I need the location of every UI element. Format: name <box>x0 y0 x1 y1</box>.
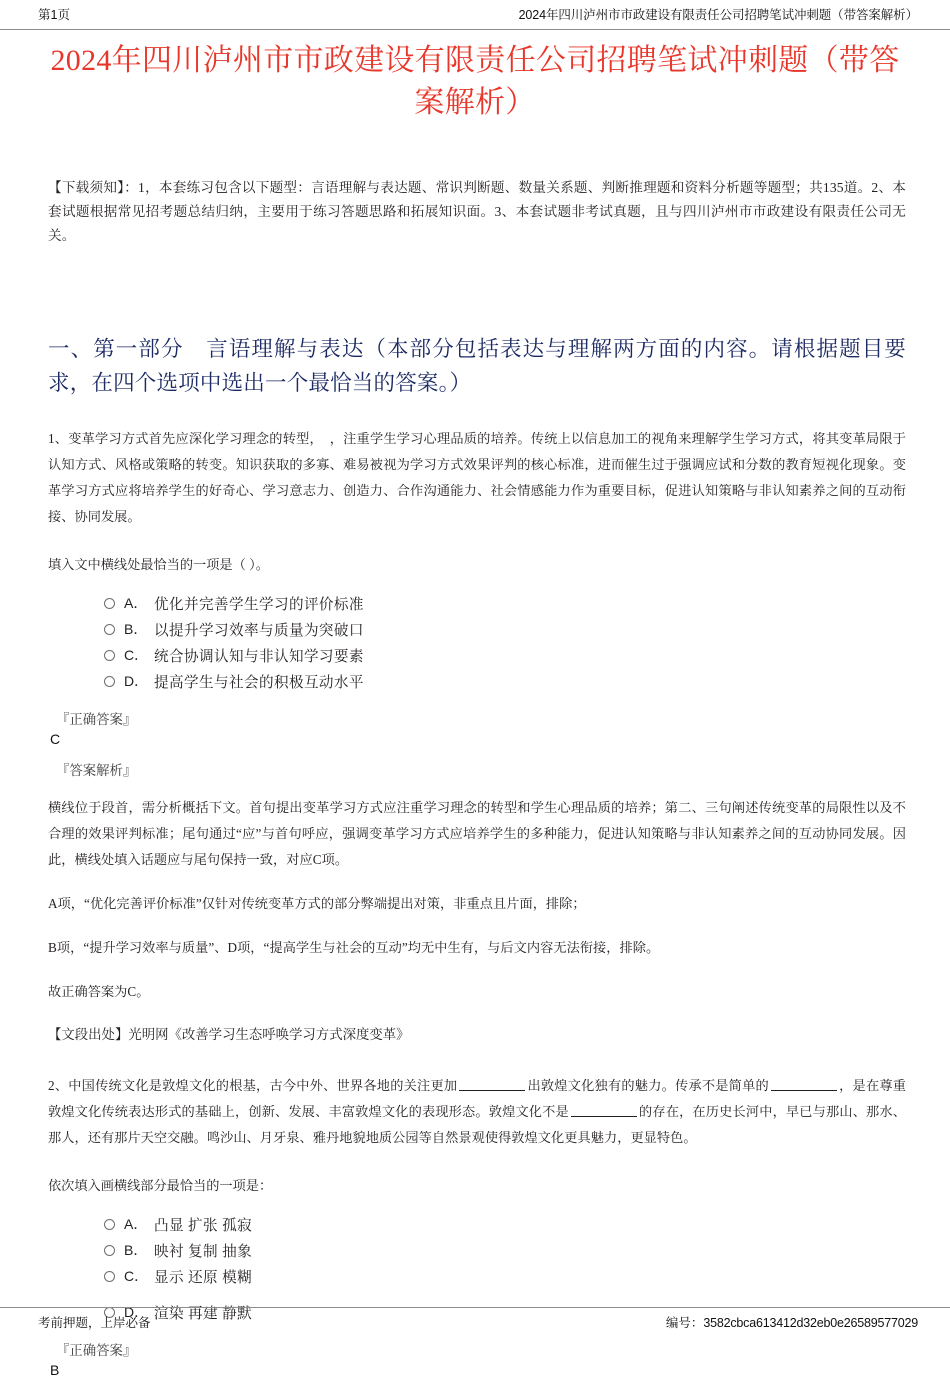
footer-code <box>666 1315 918 1331</box>
footer-code-value: 3582cbca613412d32eb0e26589577029 <box>703 1316 918 1330</box>
radio-button-icon[interactable] <box>104 650 115 661</box>
page-number-label: 第1页 <box>38 8 70 22</box>
option-letter: A． <box>124 595 148 611</box>
section-heading-part-one: 一、第一部分 言语理解与表达（本部分包括表达与理解两方面的内容。请根据题目要求，在四个选项中选出一个最恰当的答案。） <box>48 337 906 395</box>
document-title: 2024年四川泸州市市政建设有限责任公司招聘笔试冲刺题（带答案解析） <box>50 44 900 119</box>
question-2-stem-part: 2、中国传统文化是敦煌文化的根基，古今中外、世界各地的关注更加 <box>48 1078 458 1093</box>
header-running-title: 2024年四川泸州市市政建设有限责任公司招聘笔试冲刺题（带答案解析） <box>518 8 918 22</box>
option-letter: B． <box>124 621 148 637</box>
option-text: 提高学生与社会的积极互动水平 <box>154 674 364 691</box>
option-text: 统合协调认知与非认知学习要素 <box>154 648 364 665</box>
question-2-stem <box>48 1073 906 1151</box>
document-body <box>48 176 906 1380</box>
question-1-stem: 1、变革学习方式首先应深化学习理念的转型， ，注重学生学习心理品质的培养。传统上以信息加工的视角来理解学生学习方式，将其变革局限于认知方式、风格或策略的转变。知识获取的多寡、难易被视为学习方式效果评判的核心标准，进而催生过于强调应试和分数的教育短视化现象。变革学习方式应将培养学生的好奇心、学习意志力、创造力、合作沟通能力、社会情感能力作为重要目标，促进认知策略与非认知素养之间的互动衔接、协同发展。 <box>48 431 906 524</box>
radio-button-icon[interactable] <box>104 1219 115 1230</box>
question-2-answer-label: 『正确答案』 <box>56 1343 137 1358</box>
question-1-options <box>48 590 906 694</box>
download-notice: 【下载须知】：1，本套练习包含以下题型：言语理解与表达题、常识判断题、数量关系题、判断推理题和资料分析题等题型；共135道。2、本套试题根据常见招考题总结归纳，主要用于练习答题思路和拓展知识面。3、本套试题非考试真题，且与四川泸州市市政建设有限责任公司无关。 <box>48 180 906 243</box>
question-1-analysis-paragraph: B项，“提升学习效率与质量”、D项，“提高学生与社会的互动”均无中生有，与后文内容无法衔接，排除。 <box>48 940 660 955</box>
option-row[interactable] <box>104 1237 906 1263</box>
page-footer <box>0 1307 950 1331</box>
question-2-stem-part: 出敦煌文化独有的魅力。传承不是简单的 <box>527 1078 769 1093</box>
question-1-answer-label: 『正确答案』 <box>56 712 137 727</box>
question-1-analysis-paragraph: 故正确答案为C。 <box>48 984 150 999</box>
question-1-answer-value: C <box>50 731 61 747</box>
radio-button-icon[interactable] <box>104 1271 115 1282</box>
radio-button-icon[interactable] <box>104 598 115 609</box>
option-text: 渲染 再建 静默 <box>154 1305 253 1322</box>
fill-blank-underline <box>771 1079 837 1091</box>
question-1-analysis-paragraph: A项，“优化完善评价标准”仅针对传统变革方式的部分弊端提出对策，非重点且片面，排除； <box>48 896 586 911</box>
question-1-source: 【文段出处】光明网《改善学习生态呼唤学习方式深度变革》 <box>48 1027 410 1042</box>
option-text: 优化并完善学生学习的评价标准 <box>154 596 364 613</box>
option-row[interactable] <box>104 590 906 616</box>
question-1-analysis-label: 『答案解析』 <box>56 763 137 778</box>
radio-button-icon[interactable] <box>104 624 115 635</box>
footer-slogan: 考前押题，上岸必备 <box>38 1316 151 1330</box>
footer-code-label: 编号： <box>665 1316 704 1330</box>
option-text: 凸显 扩张 孤寂 <box>154 1217 253 1234</box>
option-row[interactable] <box>104 642 906 668</box>
option-row[interactable] <box>104 616 906 642</box>
question-2-stem-part: 的存在，在历史长河中，早已与那山、那水、那人，还有那片天空交融。鸣沙山、月牙泉、雅丹地貌地质公园等自然景观使得敦煌文化更具魅力，更显特色。 <box>48 1104 907 1145</box>
question-2-answer-value: B <box>50 1362 60 1378</box>
option-row[interactable] <box>104 1211 906 1237</box>
option-letter: D． <box>124 673 149 689</box>
question-1-prompt: 填入文中横线处最恰当的一项是（ ）。 <box>48 557 269 572</box>
option-row[interactable] <box>104 1263 906 1289</box>
fill-blank-underline <box>571 1105 637 1117</box>
option-letter: B． <box>124 1242 148 1258</box>
question-2-stem-part: ，是在尊重敦煌文化传统表达形式的基础上，创新、发展、丰富敦煌文化的表现形态。敦煌文化不是 <box>48 1078 907 1119</box>
page-header <box>0 0 950 30</box>
option-letter: A． <box>124 1216 148 1232</box>
option-row[interactable] <box>104 668 906 694</box>
option-text: 以提升学习效率与质量为突破口 <box>154 622 364 639</box>
radio-button-icon[interactable] <box>104 676 115 687</box>
option-text: 映衬 复制 抽象 <box>154 1243 253 1260</box>
option-letter: C． <box>124 647 149 663</box>
fill-blank-underline <box>459 1079 525 1091</box>
radio-button-icon[interactable] <box>104 1245 115 1256</box>
question-2-prompt: 依次填入画横线部分最恰当的一项是： <box>48 1178 273 1193</box>
option-letter: C． <box>124 1268 149 1284</box>
option-text: 显示 还原 模糊 <box>154 1269 253 1286</box>
option-letter: D． <box>124 1304 149 1320</box>
question-1-analysis-paragraph: 横线位于段首，需分析概括下文。首句提出变革学习方式应注重学习理念的转型和学生心理品质的培养；第二、三句阐述传统变革的局限性以及不合理的效果评判标准；尾句通过“应”与首句呼应，强调变革学习方式应培养学生的多种能力，促进认知策略与非认知素养之间的互动协同发展。因此，横线处填入话题应与尾句保持一致，对应C项。 <box>48 800 906 867</box>
